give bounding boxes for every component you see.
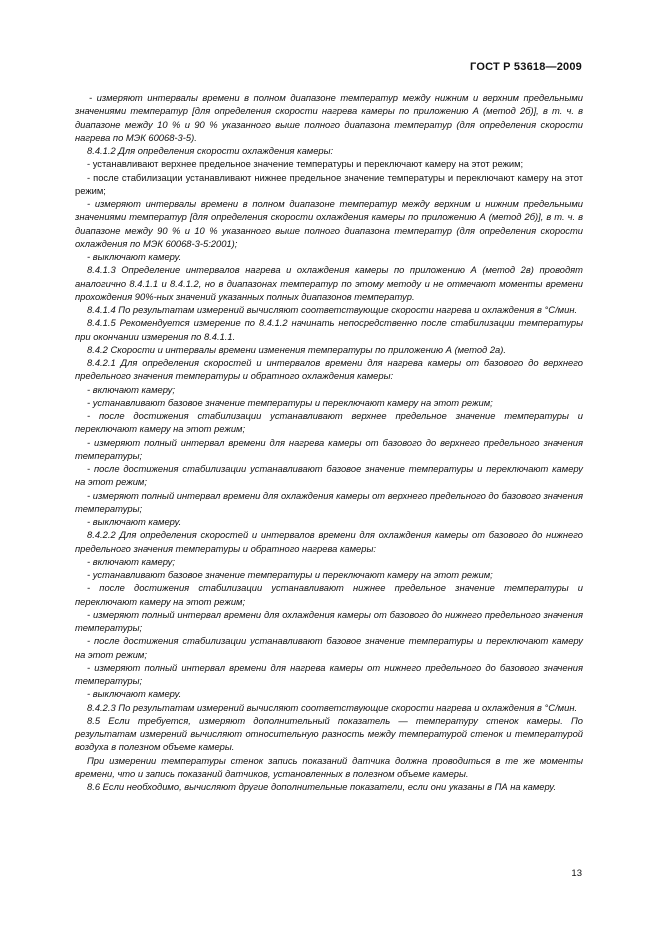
list-item: - устанавливают базовое значение температуры и переключают камеру на этот режим; bbox=[87, 396, 493, 408]
paragraph: 8.4.1.2 Для определения скорости охлаждения камеры: bbox=[87, 145, 334, 156]
list-item: - включают камеру; bbox=[87, 555, 175, 567]
list-item: - устанавливают верхнее предельное значение температуры и переключают камеру на этот режим; bbox=[87, 158, 524, 170]
list-item: - измеряют полный интервал времени для нагрева камеры от нижнего предельного до базового значения температуры; bbox=[75, 661, 583, 686]
list-item: - включают камеру; bbox=[87, 383, 175, 395]
list-item: - выключают камеру. bbox=[87, 688, 182, 700]
paragraph: 8.4.2.2 Для определения скоростей и интервалов времени для охлаждения камеры от базового до нижнего предельного значения температуры и обратного нагрева камеры: bbox=[75, 529, 583, 554]
document-code-header: ГОСТ Р 53618—2009 bbox=[470, 61, 582, 73]
paragraph: 8.4.2 Скорости и интервалы времени изменения температуры по приложению А (метод 2а). bbox=[87, 343, 507, 355]
list-item: - выключают камеру. bbox=[87, 251, 182, 262]
paragraph: 8.4.1.3 Определение интервалов нагрева и охлаждения камеры по приложению А (метод 2в) проводят аналогично 8.4.1.1 и 8.4.1.2, но в диапазонах температур по этому методу и не отмечают моменты времени прохождения 90%-ных значений указанных полных диапазонов температур. bbox=[75, 264, 583, 302]
paragraph: - измеряют интервалы времени в полном диапазоне температур между нижним и верхним предельными значениями температур [для определения скорости нагрева камеры по приложению А (метод 2б)], в т. ч. в диапазоне между 10 % и 90 % указанного выше полного диапазона температур (для определения скорости нагрева по МЭК 60068-3-5). bbox=[75, 92, 583, 143]
document-body bbox=[75, 91, 583, 793]
paragraph: 8.4.1.5 Рекомендуется измерение по 8.4.1.2 начинать непосредственно после стабилизации температуры при окончании измерения по 8.4.1.1. bbox=[75, 317, 583, 342]
list-item: - после достижения стабилизации устанавливают нижнее предельное значение температуры и переключают камеру на этот режим; bbox=[75, 582, 583, 607]
paragraph: 8.6 Если необходимо, вычисляют другие дополнительные показатели, если они указаны в ПА на камеру. bbox=[87, 781, 557, 792]
list-item: - устанавливают базовое значение температуры и переключают камеру на этот режим; bbox=[87, 569, 493, 580]
list-item: - измеряют полный интервал времени для охлаждения камеры от базового до нижнего предельного значения температуры; bbox=[75, 608, 583, 633]
list-item: - после достижения стабилизации устанавливают верхнее предельное значение температуры и переключают камеру на этот режим; bbox=[75, 410, 583, 435]
list-item: - измеряют полный интервал времени для нагрева камеры от базового до верхнего предельного значения температуры; bbox=[75, 436, 583, 461]
list-item: - измеряют интервалы времени в полном диапазоне температур между верхним и нижним предельными значениями температур [для определения скорости охлаждения камеры по приложению А (метод 2б)], в т. ч. в диапазоне между 90 % и 10 % указанного выше полного диапазона температур (для определения скорости охлаждения по МЭК 60068-3-5:2001); bbox=[75, 198, 583, 249]
paragraph: 8.4.2.3 По результатам измерений вычисляют соответствующие скорости нагрева и охлаждения в °С/мин. bbox=[87, 701, 578, 713]
paragraph: 8.5 Если требуется, измеряют дополнительный показатель — температуру стенок камеры. По результатам измерений вычисляют относительную разность между температурой стенок и температурой воздуха в полезном объеме камеры. bbox=[75, 714, 583, 753]
paragraph: 8.4.2.1 Для определения скоростей и интервалов времени для нагрева камеры от базового до верхнего предельного значения температуры и обратного охлаждения камеры: bbox=[75, 357, 583, 382]
page-number: 13 bbox=[571, 868, 582, 879]
list-item: - после достижения стабилизации устанавливают базовое значение температуры и переключают камеру на этот режим; bbox=[75, 635, 583, 660]
list-item: - после достижения стабилизации устанавливают базовое значение температуры и переключают камеру на этот режим; bbox=[75, 463, 583, 488]
list-item: - после стабилизации устанавливают нижнее предельное значение температуры и переключают камеру на этот режим; bbox=[75, 171, 583, 196]
paragraph: При измерении температуры стенок запись показаний датчика должна проводиться в те же моменты времени, что и запись показаний датчиков, установленных в полезном объеме камеры. bbox=[75, 754, 583, 779]
paragraph: 8.4.1.4 По результатам измерений вычисляют соответствующие скорости нагрева и охлаждения в °С/мин. bbox=[87, 304, 578, 315]
list-item: - выключают камеру. bbox=[87, 516, 182, 527]
list-item: - измеряют полный интервал времени для охлаждения камеры от верхнего предельного до базового значения температуры; bbox=[75, 489, 583, 514]
